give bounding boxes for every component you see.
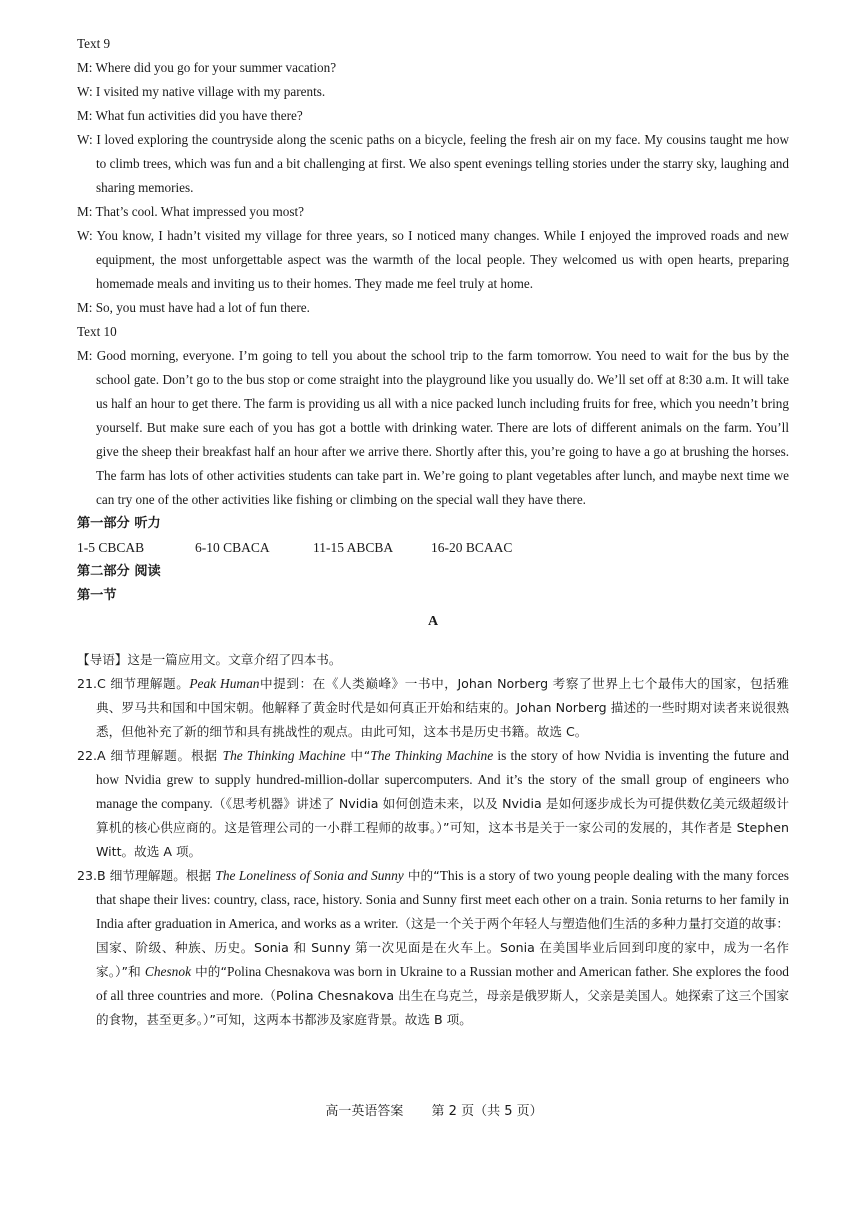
dialogue-line xyxy=(77,104,789,128)
question-lead: C 细节理解题。 xyxy=(97,676,190,691)
book-title: The Loneliness of Sonia and Sunny xyxy=(215,868,404,883)
passage-label: A xyxy=(427,614,439,629)
book-title: The Thinking Machine xyxy=(370,748,494,763)
page-footer xyxy=(0,1100,868,1119)
text9-dialogue xyxy=(77,56,789,320)
listening-answers xyxy=(77,536,789,560)
dialogue-line xyxy=(77,224,789,296)
speaker-label: W: xyxy=(77,228,93,243)
part1-heading: 第一部分 听力 xyxy=(77,516,161,531)
explanation-text: （《思考机器》讲述了 Nvidia 如何创造未来，以及 Nvidia 是如何逐步成长为可提供数亿美元级超级计算机的核心供应商的。这是管理公司的一小群工程师的故事。）”可知，这本书是关于一家公司的发展的，其作者是 Stephen Witt。故选 A 项。 xyxy=(96,796,789,859)
speaker-label: W: xyxy=(77,132,93,147)
dialogue-text: That’s cool. What impressed you most? xyxy=(95,204,304,219)
connector-text: 中“ xyxy=(345,748,371,763)
dialogue-text: You know, I hadn’t visited my village for three years, so I noticed many changes. While I enjoyed the improved roads and new equipment, the most unforgettable aspect was the warmth of the local people. They welcomed us with open hearts, preparing homemade meals and inviting us to their homes. They made me feel truly at home. xyxy=(96,228,789,291)
text10-monologue xyxy=(77,344,789,512)
speaker-label: M: xyxy=(77,300,93,315)
question-23-explanation xyxy=(77,864,789,1032)
explanation-text: （Polina Chesnakova 出生在乌克兰，母亲是俄罗斯人，父亲是美国人。她探索了这三个国家的食物，甚至更多。）”可知，这两本书都涉及家庭背景。故选 B 项。 xyxy=(96,988,789,1027)
dialogue-text: I loved exploring the countryside along the scenic paths on a bicycle, feeling the fresh air on my face. My cousins taught me how to climb trees, which was fun and a bit challenging at first. We also spent evenings telling stories under the starry sky, laughing and sharing memories. xyxy=(96,132,789,195)
dialogue-line xyxy=(77,80,789,104)
answer-group: 11-15 ABCBA xyxy=(313,540,394,555)
question-22-explanation xyxy=(77,744,789,864)
passage-intro: 【导语】这是一篇应用文。文章介绍了四本书。 xyxy=(77,652,342,667)
dialogue-line xyxy=(77,200,789,224)
footer-title: 高一英语答案 xyxy=(325,1104,404,1119)
question-21-explanation xyxy=(77,672,789,744)
dialogue-line xyxy=(77,296,789,320)
connector-text: 中的“ xyxy=(403,868,440,883)
answer-group: 1-5 CBCAB xyxy=(77,540,145,555)
dialogue-line xyxy=(77,128,789,200)
connector-text: 中的“ xyxy=(191,964,228,979)
text9-heading: Text 9 xyxy=(77,36,111,51)
question-number: 22. xyxy=(77,748,98,763)
speaker-label: M: xyxy=(77,108,93,123)
book-title: The Thinking Machine xyxy=(222,748,346,763)
speaker-label: M: xyxy=(77,60,93,75)
explanation-text: 中提到：在《人类巅峰》一书中，Johan Norberg 考察了世界上七个最伟大的国家，包括雅典、罗马共和国和中国宋朝。他解释了黄金时代是如何真正开始和结束的。Johan Norberg 描述的一些时期对读者来说很熟悉，但他补充了新的细节和具有挑战性的观点。由此可知，这本书是历史书籍。故选 C。 xyxy=(96,676,789,739)
page-content xyxy=(77,32,789,1032)
english-quote: This is a story of two young people dealing with the many forces that shape their lives: country, class, race, history. Sonia and Sunny first meet each other on a train. Sonia returns to her family in India after graduation in America, and works as a writer. xyxy=(96,868,789,931)
explanation-text: （这是一个关于两个年轻人与塑造他们生活的多种力量打交道的故事：国家、阶级、种族、历史。Sonia 和 Sunny 第一次见面是在火车上。Sonia 在美国毕业后回到印度的家中，成为一名作家。）”和 xyxy=(96,916,790,979)
part2-heading: 第二部分 阅读 xyxy=(77,564,161,579)
speaker-label: W: xyxy=(77,84,93,99)
english-quote: is the story of how Nvidia is inventing the future and how Nvidia grew to supply hundred-million-dollar supercomputers. And it’s the story of the small group of engineers who manage the company. xyxy=(96,748,789,811)
book-title: Chesnok xyxy=(144,964,192,979)
question-number: 23. xyxy=(77,868,98,883)
text10-heading: Text 10 xyxy=(77,324,117,339)
answer-group: 16-20 BCAAC xyxy=(431,540,513,555)
dialogue-line xyxy=(77,56,789,80)
page-number: 第 2 页（共 5 页） xyxy=(431,1104,543,1119)
section-heading: 第一节 xyxy=(77,588,117,603)
question-lead: B 细节理解题。根据 xyxy=(97,868,216,883)
answer-group: 6-10 CBACA xyxy=(195,540,270,555)
dialogue-text: What fun activities did you have there? xyxy=(95,108,303,123)
english-quote: Polina Chesnakova was born in Ukraine to a Russian mother and American father. She explores the food of all three countries and more. xyxy=(96,964,789,1003)
speaker-label: M: xyxy=(77,348,93,363)
monologue-text: Good morning, everyone. I’m going to tell you about the school trip to the farm tomorrow. You need to wait for the bus by the school gate. Don’t go to the bus stop or come straight into the playground like you usually do. We’ll set off at 8:30 a.m. It will take us half an hour to get there. The farm is providing us all with a nice packed lunch including fruits for free, which you needn’t bring yourself. But make sure each of you has got a bottle with drinking water. There are lots of different animals on the farm. You’ll give the sheep their breakfast half an hour after we arrive there. Shortly after this, you’re going to have a go at brushing the horses. The farm has lots of other activities students can take part in. We’re going to plant vegetables after lunch, and maybe next time we can try one of the other activities like fishing or climbing on the special wall they have there. xyxy=(96,348,789,507)
dialogue-text: Where did you go for your summer vacation? xyxy=(95,60,337,75)
dialogue-text: I visited my native village with my parents. xyxy=(95,84,326,99)
question-lead: A 细节理解题。根据 xyxy=(97,748,223,763)
book-title: Peak Human xyxy=(189,676,260,691)
question-number: 21. xyxy=(77,676,98,691)
speaker-label: M: xyxy=(77,204,93,219)
dialogue-text: So, you must have had a lot of fun there. xyxy=(95,300,310,315)
